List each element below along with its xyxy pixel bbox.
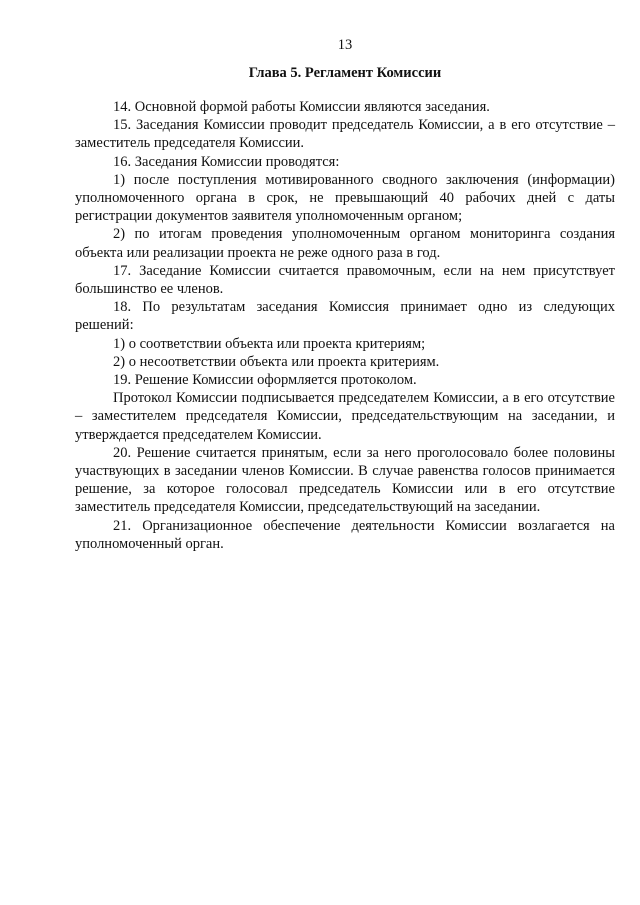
page-number: 13 [337, 37, 353, 53]
document-page [75, 36, 615, 553]
paragraph-18-item-2: 2) о несоответствии объекта или проекта критериям. [113, 353, 440, 370]
chapter-title: Глава 5. Регламент Комиссии [248, 65, 442, 81]
paragraph-17: 17. Заседание Комиссии считается правомочным, если на нем присутствует большинство ее членов. [75, 262, 615, 298]
paragraph-15: 15. Заседания Комиссии проводит председатель Комиссии, а в его отсутствие – заместитель председателя Комиссии. [75, 117, 615, 152]
paragraph-20: 20. Решение считается принятым, если за него проголосовало более половины участвующих в заседании членов Комиссии. В случае равенства голосов принимается решение, за которое голосовал председатель Комиссии или в его отсутствие заместитель председателя Комиссии, председательствующий на заседании. [75, 444, 615, 516]
paragraph-16: 16. Заседания Комиссии проводятся: [113, 153, 340, 170]
paragraph-19-protocol: Протокол Комиссии подписывается председателем Комиссии, а в его отсутствие – заместителем председателя Комиссии, председательствующим на заседании, и утверждается председателем Комиссии. [75, 390, 615, 443]
paragraph-16-item-2: 2) по итогам проведения уполномоченным органом мониторинга создания объекта или реализации проекта не реже одного раза в год. [75, 226, 615, 261]
paragraph-14: 14. Основной формой работы Комиссии являются заседания. [113, 99, 490, 115]
paragraph-16-item-1: 1) после поступления мотивированного сводного заключения (информации) уполномоченного органа в срок, не превышающий 40 рабочих дней с даты регистрации документов заявителя уполномоченным органом; [75, 171, 615, 225]
paragraph-21: 21. Организационное обеспечение деятельности Комиссии возлагается на уполномоченный орган. [75, 517, 615, 552]
paragraph-18: 18. По результатам заседания Комиссия принимает одно из следующих решений: [75, 299, 615, 334]
paragraph-18-item-1: 1) о соответствии объекта или проекта критериям; [113, 335, 426, 352]
paragraph-19: 19. Решение Комиссии оформляется протоколом. [113, 372, 417, 389]
